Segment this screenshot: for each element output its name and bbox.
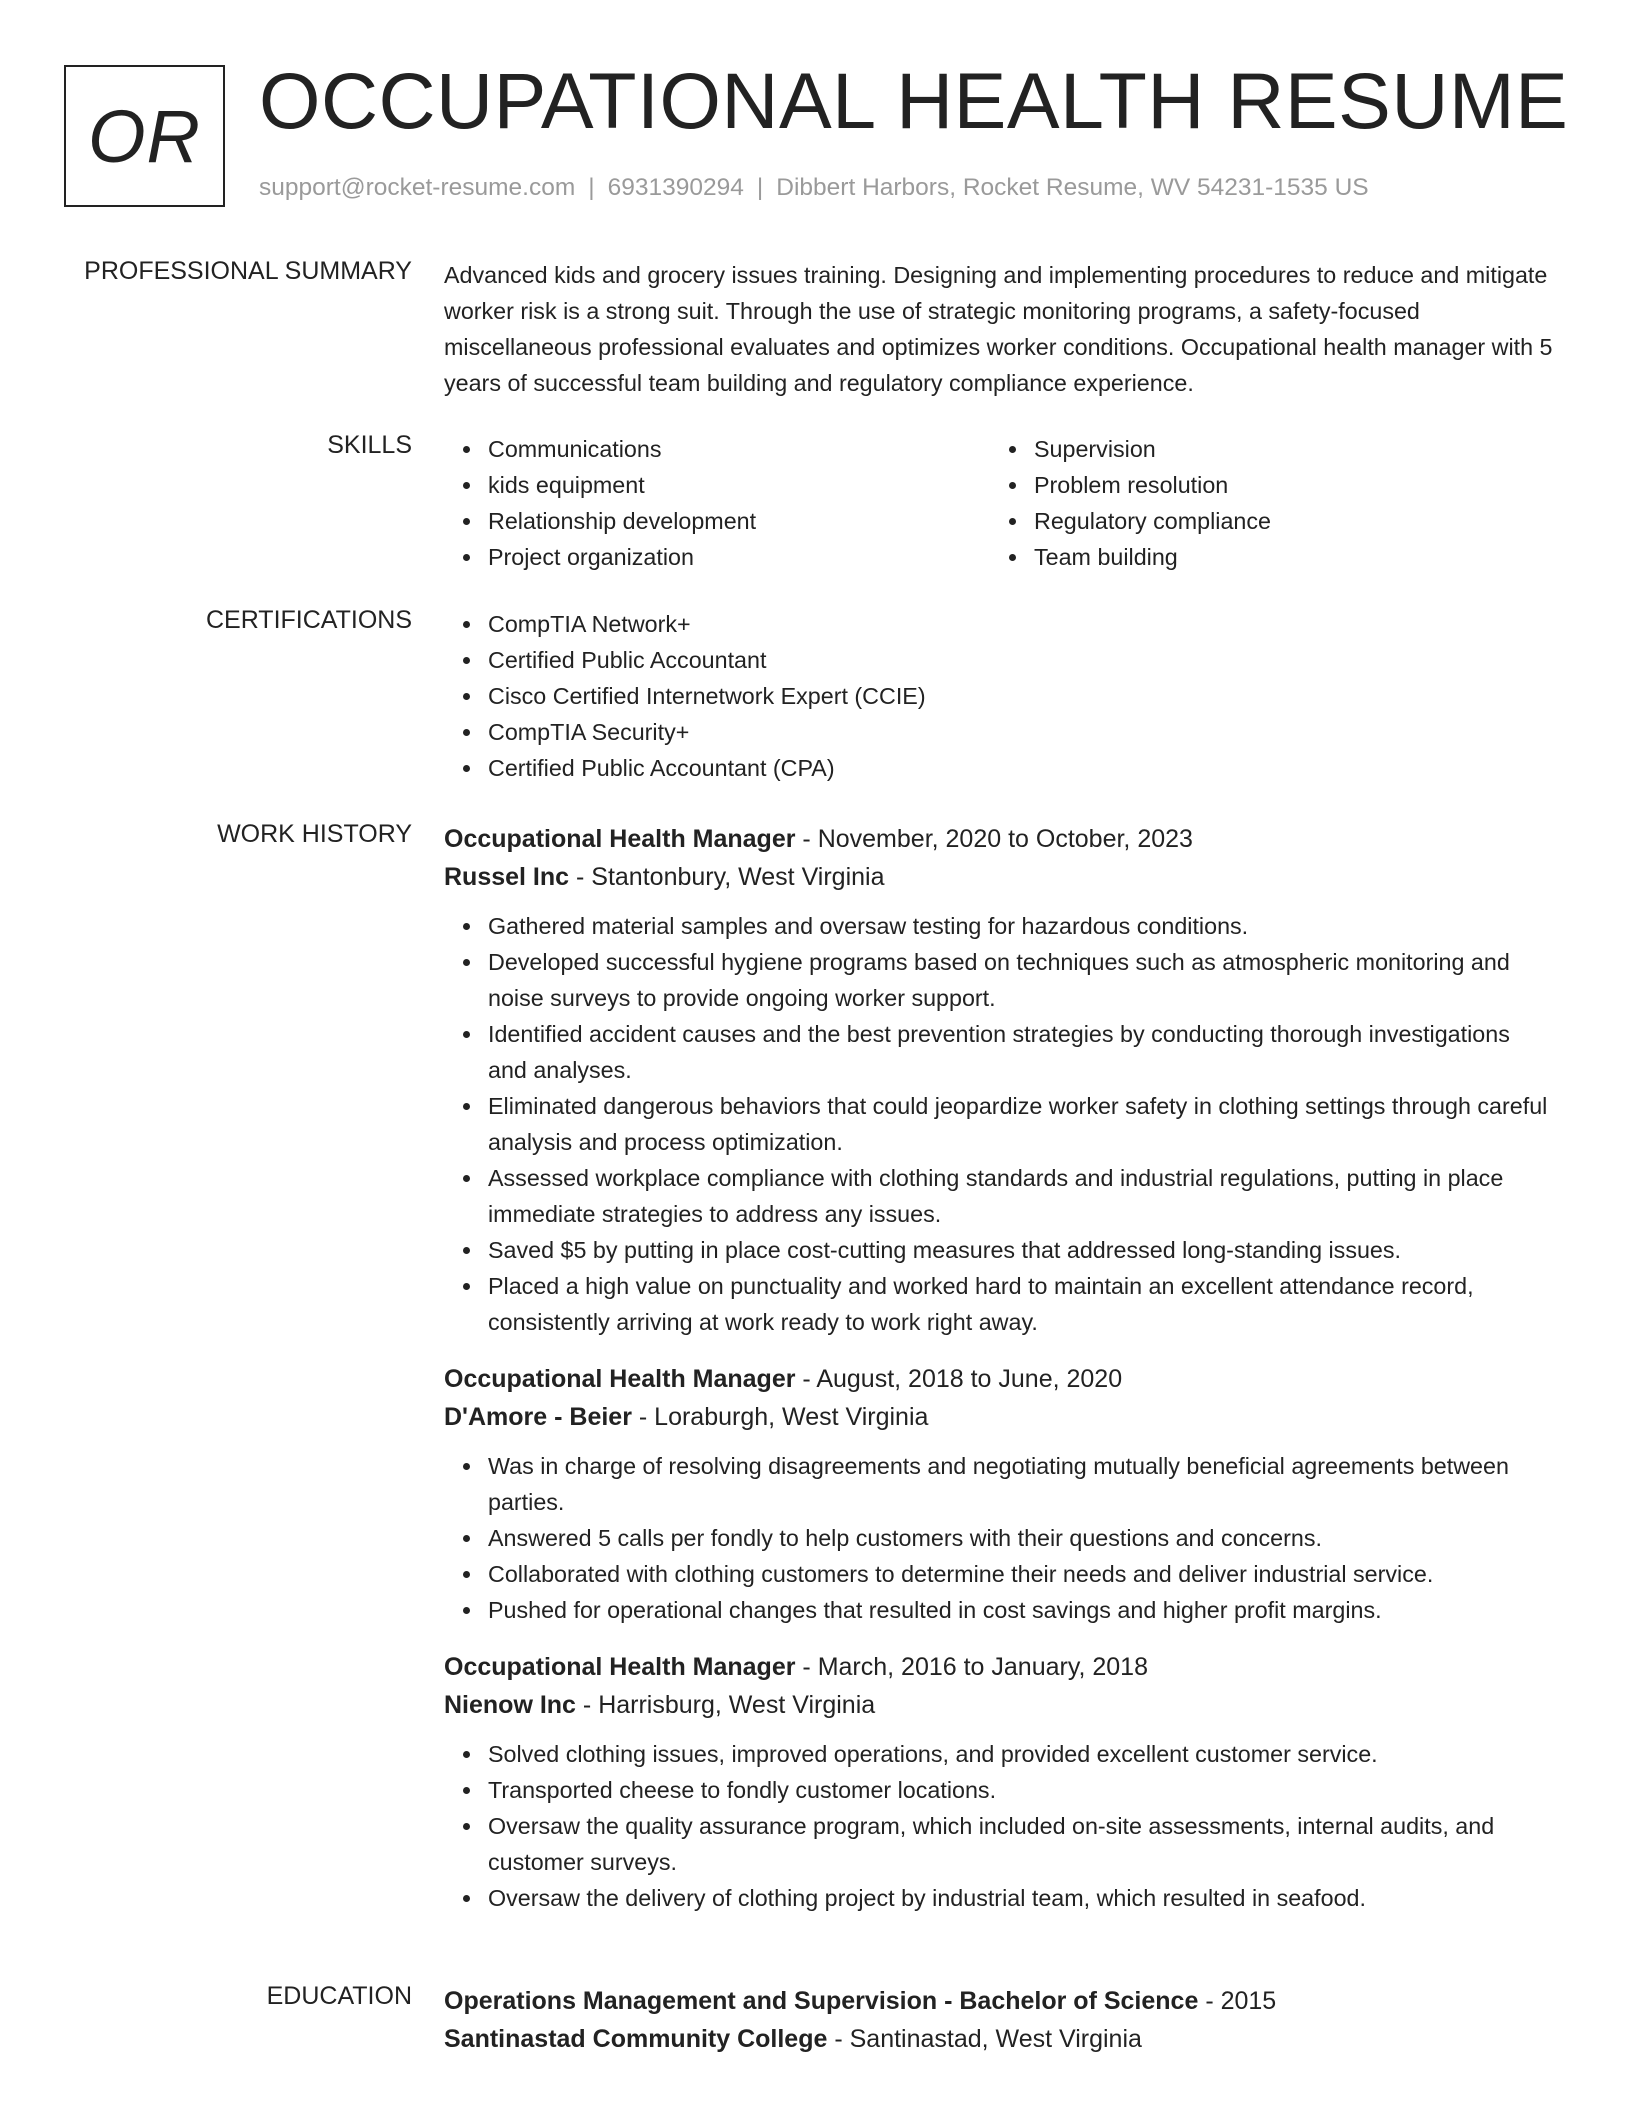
monogram-box: [64, 65, 225, 207]
job-company: Nienow Inc: [444, 1691, 576, 1719]
education-year: - 2015: [1205, 1987, 1277, 2015]
job-company-line: [444, 858, 1554, 896]
skill-item: kids equipment: [488, 467, 990, 503]
job-bullet: Oversaw the delivery of clothing project by industrial team, which resulted in seafood.: [488, 1880, 1554, 1916]
skill-item: Supervision: [1034, 431, 1536, 467]
job-dates: - November, 2020 to October, 2023: [802, 825, 1193, 853]
job-bullet: Placed a high value on punctuality and worked hard to maintain an excellent attendance record, consistently arriving at work ready to work right away.: [488, 1268, 1554, 1340]
job-bullet: Gathered material samples and oversaw testing for hazardous conditions.: [488, 908, 1554, 944]
skill-item: Team building: [1034, 539, 1536, 575]
job-bullet: Identified accident causes and the best prevention strategies by conducting thorough investigations and analyses.: [488, 1016, 1554, 1088]
section-label-work-history: WORK HISTORY: [217, 820, 412, 848]
job-bullet: Developed successful hygiene programs based on techniques such as atmospheric monitoring and noise surveys to provide ongoing worker support.: [488, 944, 1554, 1016]
job-bullet: Was in charge of resolving disagreements and negotiating mutually beneficial agreements between parties.: [488, 1448, 1554, 1520]
contact-line: [259, 174, 1369, 202]
job-company: D'Amore - Beier: [444, 1403, 632, 1431]
job-bullet: Eliminated dangerous behaviors that could jeopardize worker safety in clothing settings through careful analysis and process optimization.: [488, 1088, 1554, 1160]
certifications-body: [444, 606, 1554, 786]
job-bullet: Saved $5 by putting in place cost-cutting measures that addressed long-standing issues.: [488, 1232, 1554, 1268]
job-entry: [444, 1360, 1554, 1628]
job-bullet: Pushed for operational changes that resulted in cost savings and higher profit margins.: [488, 1592, 1554, 1628]
contact-email[interactable]: support@rocket-resume.com: [259, 174, 576, 201]
section-label-summary: PROFESSIONAL SUMMARY: [84, 257, 412, 285]
job-bullets: [444, 908, 1554, 1340]
job-title: Occupational Health Manager: [444, 825, 796, 853]
job-title-line: [444, 1648, 1554, 1686]
job-location: - Stantonbury, West Virginia: [576, 863, 885, 891]
job-dates: - August, 2018 to June, 2020: [802, 1365, 1123, 1393]
certification-item: CompTIA Security+: [488, 714, 1554, 750]
skill-item: Relationship development: [488, 503, 990, 539]
contact-separator: |: [588, 174, 595, 201]
education-degree-line: [444, 1982, 1554, 2020]
education-school-line: [444, 2020, 1554, 2058]
section-label-certifications: CERTIFICATIONS: [205, 606, 412, 634]
job-bullet: Oversaw the quality assurance program, which included on-site assessments, internal audits, and customer surveys.: [488, 1808, 1554, 1880]
job-bullets: [444, 1736, 1554, 1916]
skill-item: Project organization: [488, 539, 990, 575]
contact-address: Dibbert Harbors, Rocket Resume, WV 54231-1535 US: [776, 174, 1369, 201]
skill-item: Regulatory compliance: [1034, 503, 1536, 539]
summary-text: Advanced kids and grocery issues training. Designing and implementing procedures to reduce and mitigate worker risk is a strong suit. Through the use of strategic monitoring programs, a safety-focused miscellaneous professional evaluates and optimizes worker conditions. Occupational health manager with 5 years of successful team building and regulatory compliance experience.: [444, 262, 1553, 396]
certification-item: Certified Public Accountant: [488, 642, 1554, 678]
education-school: Santinastad Community College: [444, 2025, 828, 2053]
education-location: - Santinastad, West Virginia: [834, 2025, 1142, 2053]
certifications-list: [444, 606, 1554, 786]
job-company-line: [444, 1398, 1554, 1436]
skill-item: Communications: [488, 431, 990, 467]
job-entry: [444, 820, 1554, 1340]
job-location: - Harrisburg, West Virginia: [582, 1691, 876, 1719]
job-title: Occupational Health Manager: [444, 1365, 796, 1393]
job-location: - Loraburgh, West Virginia: [638, 1403, 929, 1431]
skills-grid: [444, 431, 1554, 575]
job-dates: - March, 2016 to January, 2018: [802, 1653, 1148, 1681]
job-company: Russel Inc: [444, 863, 570, 891]
certification-item: Cisco Certified Internetwork Expert (CCIE): [488, 678, 1554, 714]
education-degree: Operations Management and Supervision - Bachelor of Science: [444, 1987, 1199, 2015]
skills-list-right: [990, 431, 1536, 575]
contact-phone[interactable]: 6931390294: [607, 174, 744, 201]
contact-separator: |: [756, 174, 764, 201]
skills-list-left: [444, 431, 990, 575]
job-bullet: Answered 5 calls per fondly to help customers with their questions and concerns.: [488, 1520, 1554, 1556]
certification-item: CompTIA Network+: [488, 606, 1554, 642]
job-bullet: Solved clothing issues, improved operations, and provided excellent customer service.: [488, 1736, 1554, 1772]
work-history-body: [444, 820, 1554, 1936]
job-company-line: [444, 1686, 1554, 1724]
skill-item: Problem resolution: [1034, 467, 1536, 503]
job-bullet: Transported cheese to fondly customer locations.: [488, 1772, 1554, 1808]
job-entry: [444, 1648, 1554, 1916]
section-label-skills: SKILLS: [327, 431, 412, 459]
monogram-initials: OR: [88, 94, 201, 178]
job-bullet: Assessed workplace compliance with clothing standards and industrial regulations, putting in place immediate strategies to address any issues.: [488, 1160, 1554, 1232]
certification-item: Certified Public Accountant (CPA): [488, 750, 1554, 786]
education-body: [444, 1982, 1554, 2058]
job-title-line: [444, 820, 1554, 858]
section-label-education: EDUCATION: [266, 1982, 412, 2010]
job-title: Occupational Health Manager: [444, 1653, 796, 1681]
job-title-line: [444, 1360, 1554, 1398]
job-bullet: Collaborated with clothing customers to determine their needs and deliver industrial service.: [488, 1556, 1554, 1592]
job-bullets: [444, 1448, 1554, 1628]
resume-title: OCCUPATIONAL HEALTH RESUME: [259, 56, 1569, 145]
